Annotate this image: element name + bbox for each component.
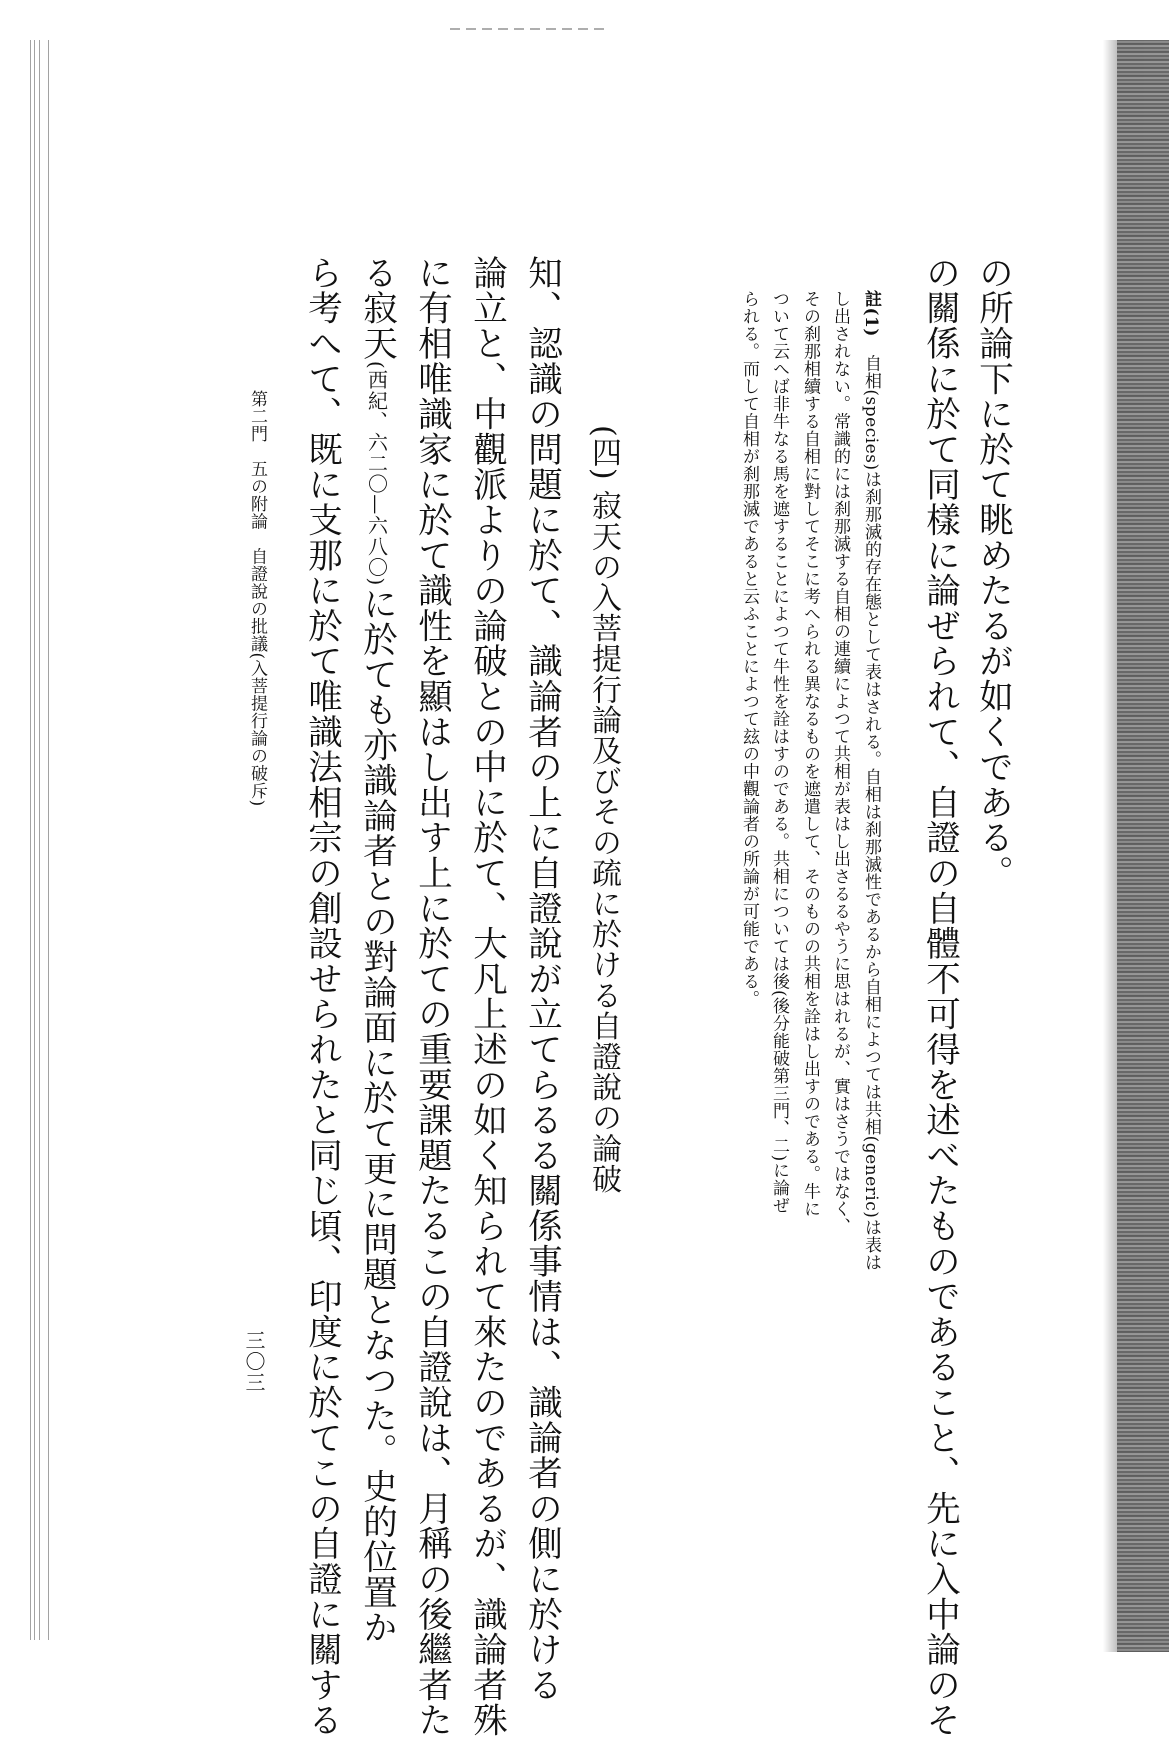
note-text: 自相(species)は刹那滅的存在態として表はされる。自相は刹那滅性であるから自相によつては共相(generic)は表は [861, 354, 881, 1271]
body-text: に於ても亦識論者との對論面に於て更に問題となつた。史的位置か [356, 586, 397, 1646]
binding-edge [28, 40, 58, 1640]
note-line: ついて云へば非牛なる馬を遮することによつて牛性を詮はすのである。共相については後(後分能破第三門、二)に論ぜ [769, 290, 789, 1215]
main-text-line: の所論下に於て眺めたるが如くである。 [972, 255, 1013, 891]
body-line: に有相唯識家に於て識性を顯はし出す上に於ての重要課題たるこの自證說は、月稱の後繼者た [411, 255, 452, 1738]
running-footer: 第二門 五の附論 自證說の批議(入菩提行論の破斥) [247, 390, 267, 807]
note-line: その刹那相續する自相に對してそこに考へられる異なるものを遮遣して、そのものの共相を詮はし出すのである。牛に [800, 290, 820, 1218]
date-annotation: (西紀、六二〇—六八〇) [364, 360, 389, 587]
scan-artifact-top [450, 28, 610, 30]
body-line [356, 255, 397, 1646]
main-text-line: の關係に於て同樣に論ぜられて、自證の自體不可得を述べたものであること、先に入中論のそ [919, 255, 960, 1738]
note-line: し出されない。常識的には刹那滅する自相の連續によつて共相が表はし出さるるやうに思はれるが、實はさうではなく、 [830, 290, 850, 1235]
note-line [862, 290, 879, 1271]
body-line: ら考へて、既に支那に於て唯識法相宗の創設せられたと同じ頃、印度に於てこの自證に關する [301, 255, 342, 1738]
scan-edge-shadow [1117, 40, 1169, 1652]
section-heading: (四) 寂天の入菩提行論及びその疏に於ける自證說の論破 [586, 425, 621, 1195]
page-number: 三〇三 [242, 1330, 266, 1393]
note-line: られる。而して自相が刹那滅であると云ふことによつて玆の中觀論者の所論が可能である。 [739, 290, 759, 1008]
body-line: 論立と、中觀派よりの論破との中に於て、大凡上述の如く知られて來たのであるが、識論者殊 [466, 255, 507, 1738]
body-line: 知、認識の問題に於て、識論者の上に自證說が立てらるる關係事情は、識論者の側に於ける [521, 255, 562, 1703]
body-text: る寂天 [356, 255, 397, 361]
note-label: 註(1) [861, 290, 881, 337]
